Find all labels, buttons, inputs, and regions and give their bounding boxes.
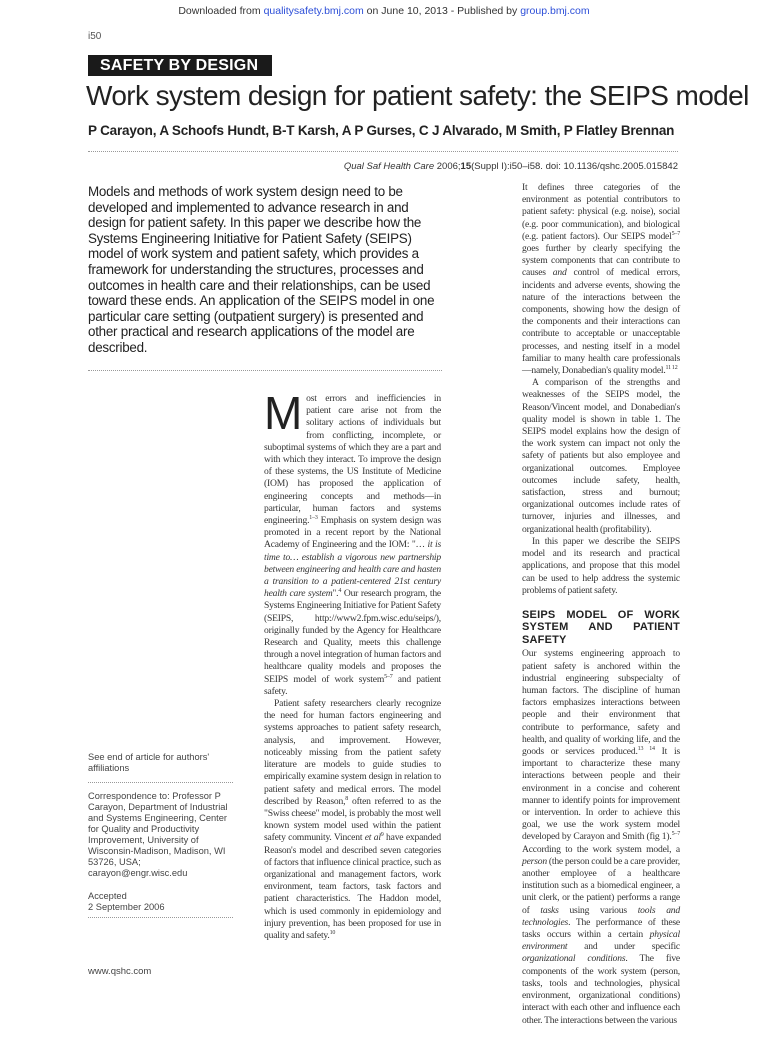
body-text: control of medical errors, incidents and adverse events, showing the nature of the interactions between the components, showing how the design of the components and their interactions can contribute to acceptable or unacceptable processes, and nesting itself in a model familiar to many health care professionals—namely, Donabedian's quality model. bbox=[522, 267, 680, 377]
body-text: . The five components of the work system (person, tasks, tools and technologies, physical environment, organizational conditions) interact with each other and influence each other. The interactions between the various bbox=[522, 953, 680, 1026]
article-title: Work system design for patient safety: the SEIPS model bbox=[86, 80, 749, 111]
download-banner bbox=[0, 5, 768, 17]
accepted-label: Accepted bbox=[88, 891, 127, 901]
correspondence-note: Correspondence to: Professor P Carayon, Department of Industrial and Systems Engineering, Center for Quality and Productivity Improvement, University of Wisconsin-Madison, Madison, WI 53726, USA; carayon@engr.wisc.edu bbox=[88, 791, 228, 878]
body-text: According to the work system model, a bbox=[522, 843, 680, 855]
body-text: ". bbox=[332, 588, 339, 600]
page-number: i50 bbox=[88, 31, 102, 42]
divider bbox=[88, 782, 233, 783]
divider bbox=[88, 370, 442, 371]
italic-text: physical environment bbox=[522, 929, 680, 953]
citation-journal: Qual Saf Health Care bbox=[343, 161, 435, 172]
body-paragraph bbox=[264, 698, 441, 942]
side-notes bbox=[88, 752, 236, 926]
author-list: P Carayon, A Schoofs Hundt, B-T Karsh, A P Gurses, C J Alvarado, M Smith, P Flatley Brennan bbox=[88, 123, 675, 138]
body-paragraph bbox=[522, 536, 680, 597]
download-middle: on June 10, 2013 - Published by bbox=[363, 5, 521, 17]
body-paragraph bbox=[522, 182, 680, 377]
body-text: Emphasis on system design was promoted in a recent report by the National Academy of Engineering and the IOM: "… bbox=[264, 515, 441, 551]
reference-superscript: 5–7 bbox=[671, 230, 680, 237]
body-text: often referred to as the "Swiss cheese" model, is probably the most well known system model used within the patient safety community. Vincent bbox=[264, 795, 441, 844]
body-column-right bbox=[522, 182, 680, 1027]
body-text: goes further by clearly specifying the system components that can contribute to causes bbox=[522, 243, 680, 279]
divider bbox=[88, 151, 678, 152]
body-text: It is important to characterize these many interactions between people and their environment in a concise and coherent manner to identify points for improvement or intervention. In order to achieve this goal, we use the work system model developed by Carayon and Smith (fig 1). bbox=[522, 746, 680, 843]
italic-text: tools and technologies bbox=[522, 904, 680, 928]
body-text: Our systems engineering approach to patient safety is anchored within the industrial engineering subspecialty of human factors. The discipline of human factors emphasizes interactions between people and their environment that contribute to performance, safety and health, and quality of working life, and the goods or services produced. bbox=[522, 648, 680, 758]
reference-superscript: 13 14 bbox=[637, 745, 655, 752]
body-text: A comparison of the strengths and weaknesses of the SEIPS model, the Reason/Vincent model, and Donabedian's quality model is shown in table 1. The SEIPS model explains how the design of the work system can impact not only the safety of patients but also employee and organizational outcomes. Employee outcomes include safety, health, satisfaction, stress and burnout; organizational outcomes include rates of turnover, injuries and illnesses, and organizational health (profitability). bbox=[522, 377, 680, 535]
body-text: and under specific bbox=[567, 941, 680, 953]
italic-text: tasks bbox=[540, 904, 559, 916]
divider bbox=[88, 917, 233, 918]
affiliations-note: See end of article for authors' affiliations bbox=[88, 752, 210, 773]
drop-cap: M bbox=[264, 387, 303, 439]
body-text: Patient safety researchers clearly recognize the need for human factors engineering and systems approaches to patient safety research, analysis, and improvement. However, noticeably missing from the patient safety literature are models to guide studies to empirically examine system design in relation to patient safety and medical errors. The model described by Reason, bbox=[264, 698, 441, 807]
publisher-link[interactable]: group.bmj.com bbox=[520, 5, 590, 17]
body-column-middle bbox=[264, 387, 442, 942]
body-paragraph bbox=[522, 377, 680, 536]
italic-text: person bbox=[522, 855, 547, 867]
reference-superscript: 4 bbox=[338, 588, 342, 595]
reference-superscript: 5–7 bbox=[671, 831, 680, 838]
citation bbox=[300, 161, 678, 172]
download-prefix: Downloaded from bbox=[178, 5, 264, 17]
reference-superscript: 9 bbox=[380, 832, 384, 839]
body-text: using various bbox=[558, 904, 638, 916]
italic-text: it is time to… establish a vigorous new partnership between engineering and health care and hasten a transition to a patient-centered 21st century health care system bbox=[264, 539, 441, 600]
citation-volume: 15 bbox=[460, 161, 472, 172]
site-link[interactable]: qualitysafety.bmj.com bbox=[263, 5, 364, 17]
footer-url: www.qshc.com bbox=[88, 966, 152, 977]
accepted-date: 2 September 2006 bbox=[88, 902, 165, 912]
body-text: and patient safety. bbox=[264, 673, 442, 697]
body-paragraph bbox=[264, 387, 442, 698]
section-banner: SAFETY BY DESIGN bbox=[88, 55, 272, 76]
reference-superscript: 1–3 bbox=[309, 514, 318, 521]
body-text: Our research program, the Systems Engineering Initiative for Patient Safety (SEIPS, http://www2.fpm.wisc.edu/seips/), originally funded by the Agency for Healthcare Research and Quality, meets this challenge through a novel integration of human factors and healthcare quality models and proposes the SEIPS model of work system bbox=[264, 588, 441, 685]
reference-superscript: 10 bbox=[329, 929, 336, 936]
body-text: ost errors and inefficiencies in patient care arise not from the solitary actions of individuals but from conflicting, incomplete, or suboptimal systems of which they are a part and with which they interact. To improve the design of these systems, the US Institute of Medicine (IOM) has proposed the application of engineering concepts and methods—in particular, human factors and systems engineering. bbox=[264, 393, 441, 527]
body-text: (the person could be a care provider, another employee of a healthcare institution such as a biomedical engineer, a unit clerk, or the patient) performs a range of bbox=[522, 855, 680, 916]
citation-year: 2006; bbox=[434, 161, 461, 172]
body-text: . The performance of these tasks occurs within a certain bbox=[522, 916, 680, 941]
body-text: have expanded Reason's model and described seven categories of factors that influence clinical practice, such as organizational and management factors, work environment, team factors, task factors and patient characteristics. The Haddon model, which is used commonly in epidemiology and injury prevention, has been proposed for use in quality and safety. bbox=[264, 832, 441, 941]
abstract: Models and methods of work system design need to be developed and implemented to advance research in and design for patient safety. In this paper we describe how the Systems Engineering Initiative for Patient Safety (SEIPS) model of work system and patient safety, which provides a framework for understanding the structures, processes and outcomes in health care and their relationships, can be used toward these ends. An application of the SEIPS model in one particular care setting (outpatient surgery) is presented and other practical and research applications of the model are described. bbox=[88, 184, 435, 355]
citation-rest: (Suppl I):i50–i58. doi: 10.1136/qshc.2005.015842 bbox=[471, 161, 678, 172]
reference-superscript: 11 12 bbox=[665, 364, 678, 371]
italic-text: et al bbox=[364, 832, 381, 844]
italic-text: and bbox=[552, 267, 567, 279]
reference-superscript: 8 bbox=[345, 795, 349, 802]
body-text: In this paper we describe the SEIPS model and its research and practical applications, and propose that this model can be used to help address the systemic problems of patient safety. bbox=[522, 535, 680, 596]
section-heading: SEIPS MODEL OF WORK SYSTEM AND PATIENT SAFETY bbox=[522, 608, 680, 646]
body-paragraph bbox=[522, 648, 680, 1026]
body-text: It defines three categories of the environment as potential contributors to patient safety: physical (e.g. noise), social (e.g. poor communication), and biological (e.g. patient factors). Our SEIPS model bbox=[522, 182, 680, 242]
reference-superscript: 5–7 bbox=[384, 673, 393, 680]
italic-text: organizational conditions bbox=[522, 953, 626, 965]
